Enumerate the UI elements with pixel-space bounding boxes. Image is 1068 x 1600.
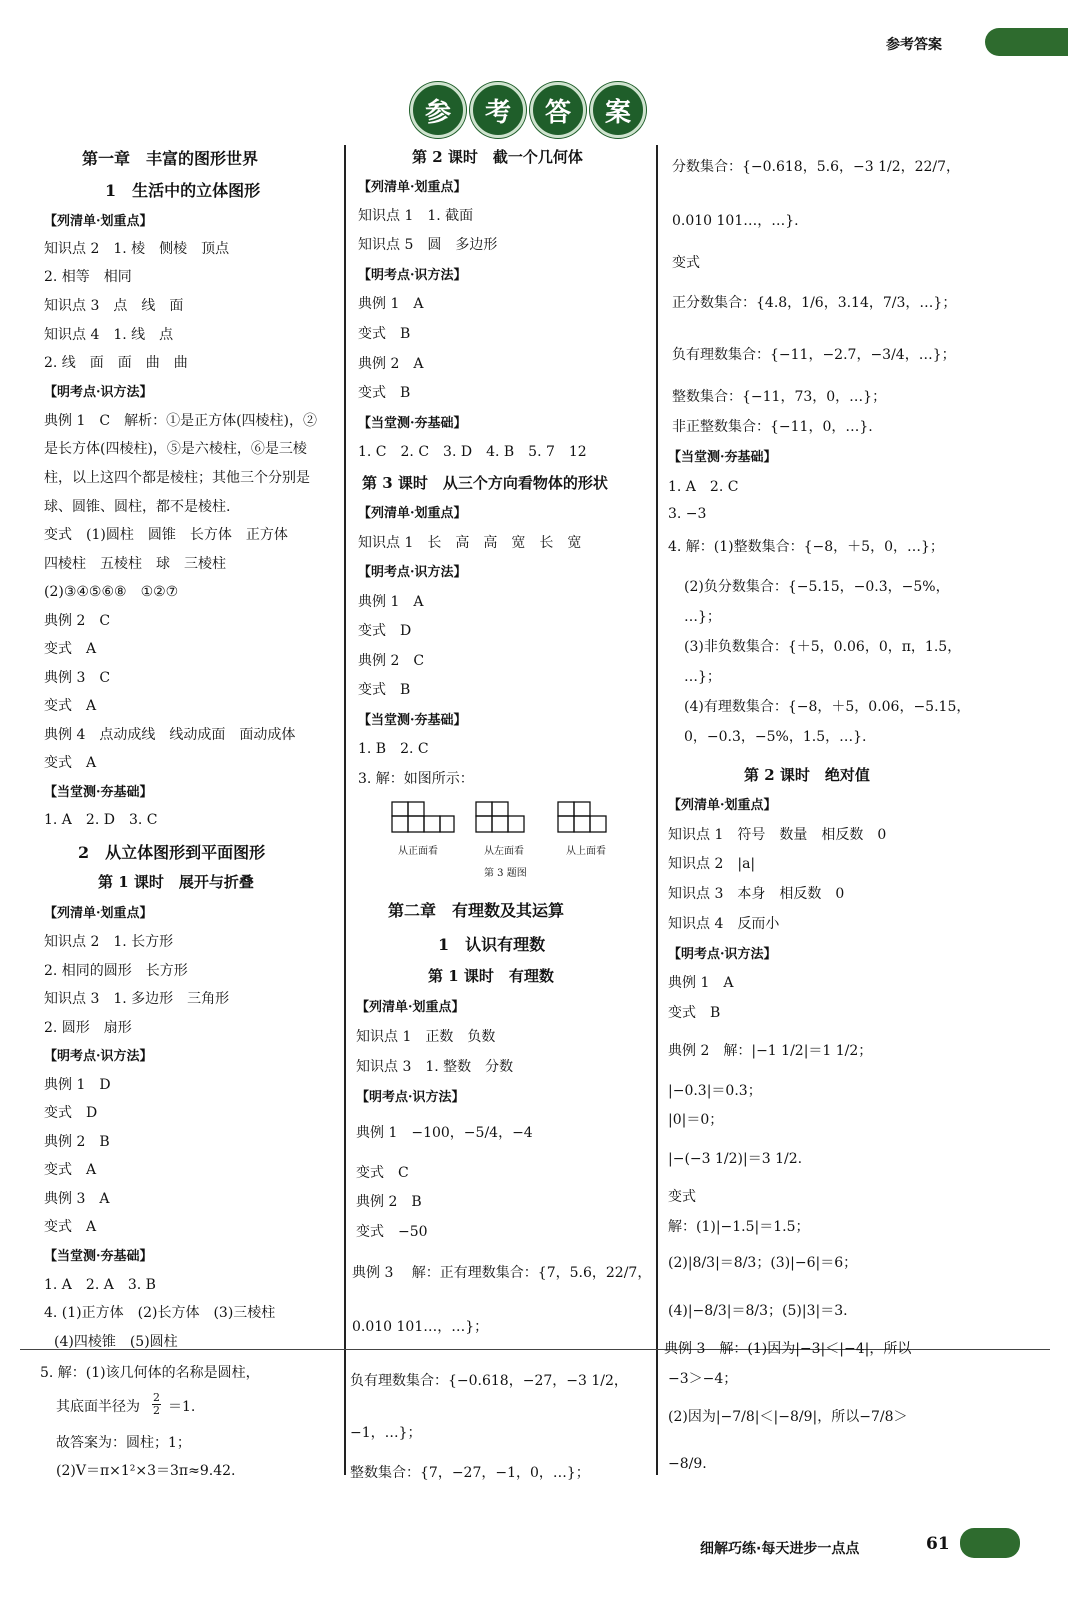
- heading: 1 生活中的立体图形: [105, 181, 261, 200]
- answer-line: 0，−0.3̇，−5%，1.5，…}.: [684, 729, 867, 745]
- answer-line: 变式 B: [358, 326, 411, 342]
- heading: 第一章 丰富的图形世界: [82, 149, 259, 168]
- section-tag: 【列清单·划重点】: [358, 506, 467, 521]
- section-tag: 【列清单·划重点】: [668, 798, 777, 813]
- answer-line: 非正整数集合：{−11，0，…}.: [672, 419, 873, 435]
- section-tag: 【当堂测·夯基础】: [358, 713, 467, 728]
- title-banner: [410, 82, 646, 138]
- answer-line: 3. 解：如图所示：: [358, 771, 474, 787]
- section-tag: 【列清单·划重点】: [356, 1000, 465, 1015]
- answer-line: 知识点 3 本身 相反数 0: [668, 886, 845, 902]
- answer-line: 典例 3 A: [44, 1191, 110, 1207]
- answer-line: 知识点 4 反而小: [668, 916, 780, 932]
- answer-line: 典例 2 解：|−1 1/2|＝1 1/2；: [668, 1043, 873, 1059]
- fraction-result: ＝1.: [168, 1399, 196, 1415]
- answer-line: 知识点 5 圆 多边形: [358, 237, 498, 253]
- heading: 第 1 课时 展开与折叠: [98, 873, 254, 891]
- answer-line: 典例 3 解：(1)因为|−3|＜|−4|，所以: [664, 1341, 912, 1357]
- page-header: [0, 28, 1068, 68]
- section-tag: 【当堂测·夯基础】: [358, 416, 467, 431]
- answer-line: (2)③④⑤⑥⑧ ①②⑦: [44, 584, 179, 600]
- answer-line: …}；: [684, 609, 721, 625]
- answer-line: 正分数集合：{4.8，1/6，3.14，7/3，…}；: [672, 295, 957, 311]
- section-tag: 【明考点·识方法】: [668, 947, 777, 962]
- answer-line: 知识点 1 1. 截面: [358, 208, 474, 224]
- section-tag: 【明考点·识方法】: [356, 1090, 465, 1105]
- answer-line: 典例 2 C: [358, 653, 425, 669]
- section-tag: 【列清单·划重点】: [358, 180, 467, 195]
- answer-line: (2)|8/3|＝8/3；(3)|−6|＝6；: [668, 1255, 858, 1271]
- banner-char: 参: [410, 82, 466, 138]
- answer-line: 是长方体(四棱柱)，⑤是六棱柱，⑥是三棱: [44, 441, 307, 457]
- section-tag: 【列清单·划重点】: [44, 906, 153, 921]
- heading: 第 2 课时 截一个几何体: [412, 148, 583, 166]
- answer-line: 变式 B: [668, 1005, 721, 1021]
- answer-line: 球、圆锥、圆柱，都不是棱柱.: [44, 499, 231, 515]
- answer-line: 典例 3 解：正有理数集合：{7，5.6，22/7，: [352, 1265, 652, 1281]
- answer-line: 典例 1 −100，−5/4，−4: [356, 1125, 533, 1141]
- section-tag: 【明考点·识方法】: [358, 268, 467, 283]
- section-tag: 【当堂测·夯基础】: [668, 450, 777, 465]
- header-label: 参考答案: [886, 37, 942, 53]
- answer-line: 0.010 101…，…}；: [352, 1319, 489, 1335]
- banner-char: 考: [470, 82, 526, 138]
- answer-line: −8/9.: [668, 1456, 707, 1472]
- answer-line: 1. A 2. A 3. B: [44, 1277, 156, 1293]
- answer-line: 1. A 2. D 3. C: [44, 812, 158, 828]
- heading: 第 1 课时 有理数: [428, 967, 554, 985]
- heading: 第 2 课时 绝对值: [744, 766, 870, 784]
- answer-line: 变式 −50: [356, 1224, 428, 1240]
- page-number: 61: [926, 1534, 950, 1554]
- answer-line: 变式 B: [358, 682, 411, 698]
- answer-line: 变式 A: [44, 698, 97, 714]
- answer-line: |0|＝0；: [668, 1112, 724, 1128]
- view-grids: [388, 798, 638, 846]
- answer-line: (4)有理数集合：{−8，＋5，0.06，−5.15，: [684, 699, 971, 715]
- section-tag: 【列清单·划重点】: [44, 214, 153, 229]
- answer-line: 变式 A: [44, 641, 97, 657]
- answer-line: 变式: [672, 255, 700, 271]
- section-tag: 【当堂测·夯基础】: [44, 785, 153, 800]
- answer-line: 变式: [668, 1189, 696, 1205]
- footer-tab: [960, 1528, 1020, 1558]
- answer-line: 2. 相等 相同: [44, 269, 132, 285]
- answer-line: 5. 解：(1)该几何体的名称是圆柱，: [40, 1365, 260, 1381]
- answer-line: 典例 3 C: [44, 670, 111, 686]
- answer-line: 知识点 1 长 高 高 宽 长 宽: [358, 535, 582, 551]
- answer-line: |−(−3 1/2)|＝3 1/2.: [668, 1151, 803, 1167]
- answer-line: (4)|−8/3|＝8/3；(5)|3|＝3.: [668, 1303, 848, 1319]
- header-tab: [985, 28, 1068, 56]
- answer-line: …}；: [684, 669, 721, 685]
- answer-line: −1，…}；: [350, 1425, 422, 1441]
- answer-line: 知识点 3 点 线 面: [44, 298, 184, 314]
- answer-line: 1. C 2. C 3. D 4. B 5. 7 12: [358, 444, 587, 460]
- banner-char: 答: [530, 82, 586, 138]
- answer-line: 2. 圆形 扇形: [44, 1020, 132, 1036]
- answer-line: 2. 相同的圆形 长方形: [44, 963, 188, 979]
- answer-line: 典例 2 A: [358, 356, 424, 372]
- section-tag: 【明考点·识方法】: [44, 1049, 153, 1064]
- answer-line: 整数集合：{7，−27，−1，0，…}；: [350, 1465, 590, 1481]
- answer-line: (3)非负数集合：{＋5，0.06，0，π，1.5，: [684, 639, 962, 655]
- section-tag: 【明考点·识方法】: [358, 565, 467, 580]
- answer-line: 负有理数集合：{−11，−2.7，−3/4，…}；: [672, 347, 956, 363]
- answer-line: 典例 1 A: [358, 296, 424, 312]
- answer-line: 知识点 1 正数 负数: [356, 1029, 496, 1045]
- figure-label: 从左面看: [484, 846, 524, 857]
- answer-line: 典例 4 点动成线 线动成面 面动成体: [44, 727, 296, 743]
- section-tag: 【当堂测·夯基础】: [44, 1249, 153, 1264]
- answer-line: 变式 D: [358, 623, 412, 639]
- heading: 2 从立体图形到平面图形: [78, 843, 266, 862]
- answer-line: 变式 B: [358, 385, 411, 401]
- answer-line: (2)V＝π×1²×3＝3π≈9.42.: [56, 1463, 236, 1479]
- answer-line: |−0.3|＝0.3；: [668, 1083, 762, 1099]
- answer-line: 四棱柱 五棱柱 球 三棱柱: [44, 556, 226, 572]
- answer-line: 3. −3: [668, 506, 707, 522]
- answer-line: 典例 1 C 解析：①是正方体(四棱柱)，②: [44, 413, 317, 429]
- figure-label: 从正面看: [398, 846, 438, 857]
- answer-line: 知识点 2 |a|: [668, 856, 756, 872]
- banner-char: 案: [590, 82, 646, 138]
- fraction: $\frac{2}{2}$: [153, 1391, 160, 1417]
- answer-line: 2. 线 面 面 曲 曲: [44, 355, 188, 371]
- answer-line: 知识点 3 1. 多边形 三角形: [44, 991, 230, 1007]
- answer-line: 负有理数集合：{−0.618，−27，−3 1/2，: [350, 1373, 628, 1389]
- answer-line: 其底面半径为: [56, 1399, 140, 1415]
- answer-line: 变式 A: [44, 1162, 97, 1178]
- answer-line: 典例 2 B: [44, 1134, 110, 1150]
- answer-line: 典例 2 C: [44, 613, 111, 629]
- answer-line: 故答案为：圆柱；1；: [56, 1435, 191, 1451]
- heading: 1 认识有理数: [438, 935, 546, 954]
- answer-line: 0.010 101…，…}.: [672, 213, 799, 229]
- answer-line: (2)因为|−7/8|＜|−8/9|，所以−7/8＞: [668, 1409, 908, 1425]
- answer-line: 知识点 2 1. 长方形: [44, 934, 174, 950]
- answer-line: 知识点 2 1. 棱 侧棱 顶点: [44, 241, 230, 257]
- answer-line: 1. A 2. C: [668, 479, 739, 495]
- answer-line: 变式 A: [44, 1219, 97, 1235]
- answer-line: 典例 1 D: [44, 1077, 111, 1093]
- answer-line: 解：(1)|−1.5|＝1.5；: [668, 1219, 810, 1235]
- answer-line: 柱，以上这四个都是棱柱；其他三个分别是: [44, 470, 310, 486]
- answer-line: 变式 D: [44, 1105, 98, 1121]
- answer-line: −3＞−4；: [668, 1371, 738, 1387]
- footer-slogan: 细解巧练·每天进步一点点: [700, 1541, 860, 1557]
- figure-label: 从上面看: [566, 846, 606, 857]
- figure-caption: 第 3 题图: [484, 868, 527, 879]
- answer-line: 4. 解：(1)整数集合：{−8，＋5，0，…}；: [668, 539, 944, 555]
- answer-line: 分数集合：{−0.618，5.6，−3 1/2，22/7，: [672, 159, 961, 175]
- heading: 第 3 课时 从三个方向看物体的形状: [362, 474, 608, 492]
- answer-line: 4. (1)正方体 (2)长方体 (3)三棱柱: [44, 1305, 276, 1321]
- answer-line: 变式 C: [356, 1165, 409, 1181]
- answer-line: 知识点 3 1. 整数 分数: [356, 1059, 514, 1075]
- answer-line: 知识点 4 1. 线 点: [44, 327, 174, 343]
- answer-line: 典例 1 A: [358, 594, 424, 610]
- answer-line: 整数集合：{−11，73，0，…}；: [672, 389, 887, 405]
- answer-line: 变式 (1)圆柱 圆锥 长方体 正方体: [44, 527, 288, 543]
- answer-line: 知识点 1 符号 数量 相反数 0: [668, 827, 887, 843]
- answer-line: (4)四棱锥 (5)圆柱: [54, 1334, 178, 1350]
- three-view-figure: [388, 798, 638, 846]
- answer-line: 典例 2 B: [356, 1194, 422, 1210]
- heading: 第二章 有理数及其运算: [388, 901, 565, 920]
- answer-line: 变式 A: [44, 755, 97, 771]
- answer-line: 典例 1 A: [668, 975, 734, 991]
- answer-line: (2)负分数集合：{−5.15，−0.3̇，−5%，: [684, 579, 950, 595]
- section-tag: 【明考点·识方法】: [44, 385, 153, 400]
- answer-line: 1. B 2. C: [358, 741, 429, 757]
